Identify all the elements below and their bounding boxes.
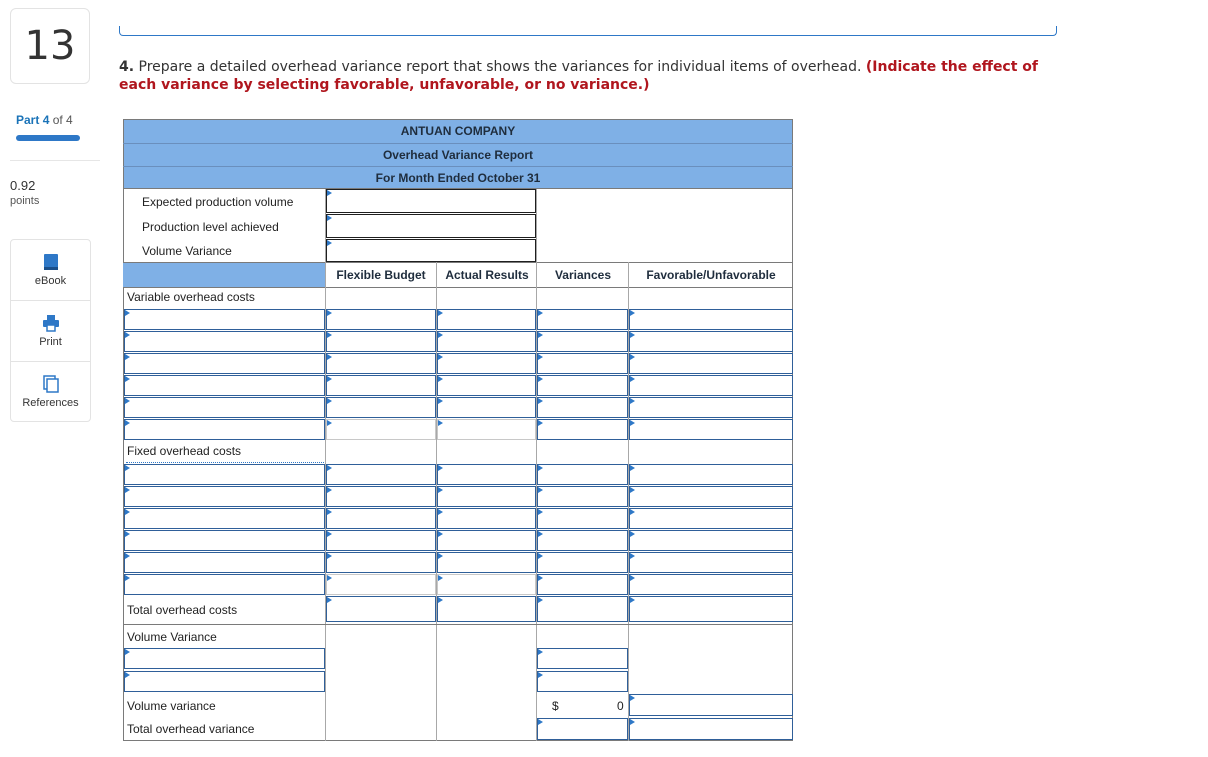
actual-results-input[interactable]	[437, 574, 536, 595]
references-button[interactable]	[11, 362, 90, 422]
input-marker	[125, 310, 130, 316]
total-variance-fav-unfav-input[interactable]	[629, 718, 793, 740]
input-marker	[327, 190, 332, 196]
input-marker	[125, 531, 130, 537]
input-marker	[538, 310, 543, 316]
input-marker	[538, 531, 543, 537]
input-marker	[438, 531, 443, 537]
actual-results-input[interactable]	[437, 419, 536, 440]
input-marker	[438, 597, 443, 603]
variance-input[interactable]	[537, 419, 628, 440]
input-marker	[438, 575, 443, 581]
fav-unfav-input[interactable]	[629, 486, 793, 507]
variance-input[interactable]	[537, 508, 628, 529]
question-instruction: (Indicate the effect of each variance by selecting favorable, unfavorable, or no variance.)	[119, 59, 1039, 93]
input-marker	[538, 597, 543, 603]
column-fav-unfav: Favorable/Unfavorable	[646, 268, 776, 282]
input-marker	[125, 649, 130, 655]
ebook-label: eBook	[34, 275, 67, 287]
variance-input[interactable]	[537, 464, 628, 485]
variance-input[interactable]	[537, 331, 628, 352]
sidebar-divider	[10, 160, 100, 161]
print-label: Print	[39, 336, 62, 348]
input-marker	[327, 420, 332, 426]
input-marker	[630, 398, 635, 404]
expected-volume-input[interactable]	[326, 189, 536, 213]
input-marker	[327, 354, 332, 360]
input-marker	[125, 575, 130, 581]
input-marker	[538, 354, 543, 360]
input-marker	[538, 465, 543, 471]
actual-results-input[interactable]	[437, 397, 536, 418]
input-marker	[327, 398, 332, 404]
input-marker	[125, 354, 130, 360]
input-marker	[327, 531, 332, 537]
volume-item2-input[interactable]	[124, 671, 325, 692]
fav-unfav-input[interactable]	[629, 552, 793, 573]
flexible-budget-input[interactable]	[326, 530, 436, 551]
column-flexible-budget: Flexible Budget	[336, 268, 426, 282]
input-marker	[630, 332, 635, 338]
input-marker	[327, 310, 332, 316]
printer-icon	[41, 313, 61, 333]
input-marker	[438, 310, 443, 316]
input-marker	[630, 420, 635, 426]
flexible-budget-input[interactable]	[326, 508, 436, 529]
input-marker	[630, 354, 635, 360]
input-marker	[125, 376, 130, 382]
flexible-budget-input[interactable]	[326, 574, 436, 595]
variable-section-label: Variable overhead costs	[127, 290, 255, 304]
input-marker	[438, 420, 443, 426]
input-marker	[125, 398, 130, 404]
achieved-level-input[interactable]	[326, 214, 536, 238]
item-name-input[interactable]	[124, 552, 325, 573]
total-actual-input[interactable]	[437, 596, 536, 622]
total-overhead-label: Total overhead costs	[127, 603, 238, 617]
volume-variance-currency: $	[552, 699, 559, 713]
question-number: 13	[10, 8, 90, 84]
item-name-input[interactable]	[124, 574, 325, 595]
flexible-budget-input[interactable]	[326, 331, 436, 352]
actual-results-input[interactable]	[437, 552, 536, 573]
tools-panel	[10, 239, 91, 422]
input-marker	[125, 553, 130, 559]
input-marker	[538, 398, 543, 404]
input-marker	[630, 509, 635, 515]
variance-input[interactable]	[537, 375, 628, 396]
column-actual-results: Actual Results	[445, 268, 529, 282]
input-marker	[438, 553, 443, 559]
input-marker	[125, 420, 130, 426]
fav-unfav-input[interactable]	[629, 397, 793, 418]
item-name-input[interactable]	[124, 464, 325, 485]
flexible-budget-input[interactable]	[326, 397, 436, 418]
input-marker	[630, 575, 635, 581]
part-total: of 4	[52, 113, 73, 127]
fav-unfav-input[interactable]	[629, 375, 793, 396]
input-marker	[438, 398, 443, 404]
input-marker	[538, 575, 543, 581]
total-fav-unfav-input[interactable]	[629, 596, 793, 622]
book-icon	[41, 252, 61, 272]
actual-results-input[interactable]	[437, 464, 536, 485]
input-marker	[438, 465, 443, 471]
flexible-budget-input[interactable]	[326, 552, 436, 573]
input-marker	[125, 509, 130, 515]
input-marker	[538, 376, 543, 382]
flexible-budget-input[interactable]	[326, 419, 436, 440]
total-variance-label: Total overhead variance	[127, 722, 255, 736]
input-marker	[327, 240, 332, 246]
fav-unfav-input[interactable]	[629, 508, 793, 529]
grid-line	[536, 189, 537, 263]
item-name-input[interactable]	[124, 397, 325, 418]
input-marker	[327, 376, 332, 382]
report-title: Overhead Variance Report	[382, 148, 534, 162]
volume-variance-label: Volume variance	[127, 699, 216, 713]
grid-line	[123, 287, 793, 288]
item-name-input[interactable]	[124, 375, 325, 396]
input-marker	[630, 465, 635, 471]
part-current: 4	[42, 113, 50, 127]
item-name-input[interactable]	[124, 530, 325, 551]
input-marker	[630, 695, 635, 701]
input-marker	[538, 719, 543, 725]
input-marker	[538, 553, 543, 559]
part-indicator	[16, 113, 73, 127]
input-marker	[438, 509, 443, 515]
item-name-input[interactable]	[124, 331, 325, 352]
input-marker	[327, 597, 332, 603]
variance-input[interactable]	[537, 574, 628, 595]
top-volume-variance-label: Volume Variance	[142, 244, 232, 258]
input-marker	[327, 465, 332, 471]
input-marker	[327, 332, 332, 338]
input-marker	[630, 310, 635, 316]
flexible-budget-input[interactable]	[326, 464, 436, 485]
variance-input[interactable]	[537, 353, 628, 374]
volume-variance-units-input[interactable]	[326, 239, 536, 262]
actual-results-input[interactable]	[437, 309, 536, 330]
volume-item-input[interactable]	[124, 648, 325, 669]
part-prefix: Part	[16, 113, 40, 127]
header-divider	[123, 166, 793, 167]
input-marker	[438, 332, 443, 338]
input-marker	[538, 420, 543, 426]
input-marker	[630, 376, 635, 382]
achieved-level-label: Production level achieved	[142, 220, 279, 234]
item-name-input[interactable]	[124, 508, 325, 529]
fav-unfav-input[interactable]	[629, 419, 793, 440]
input-marker	[538, 509, 543, 515]
input-marker	[438, 376, 443, 382]
actual-results-input[interactable]	[437, 486, 536, 507]
volume-item2-variance-input[interactable]	[537, 671, 628, 692]
question-part-number: 4.	[119, 59, 135, 75]
total-variance-amount-input[interactable]	[537, 718, 628, 740]
overhead-variance-report	[123, 119, 793, 741]
fav-unfav-input[interactable]	[629, 331, 793, 352]
input-marker	[630, 531, 635, 537]
input-marker	[327, 509, 332, 515]
input-marker	[630, 597, 635, 603]
question-text	[119, 58, 1079, 94]
input-marker	[125, 487, 130, 493]
input-marker	[125, 465, 130, 471]
expected-volume-label: Expected production volume	[142, 195, 294, 209]
item-name-input[interactable]	[124, 486, 325, 507]
fav-unfav-input[interactable]	[629, 530, 793, 551]
input-marker	[125, 332, 130, 338]
fav-unfav-input[interactable]	[629, 353, 793, 374]
item-name-input[interactable]	[124, 309, 325, 330]
part-progress-bar	[16, 135, 80, 141]
references-label: References	[22, 397, 79, 409]
item-name-input[interactable]	[124, 353, 325, 374]
column-header-blank	[123, 262, 325, 287]
volume-variance-value: 0	[617, 699, 624, 713]
actual-results-input[interactable]	[437, 375, 536, 396]
variance-input[interactable]	[537, 552, 628, 573]
flexible-budget-input[interactable]	[326, 353, 436, 374]
fav-unfav-input[interactable]	[629, 309, 793, 330]
input-marker	[630, 553, 635, 559]
grid-line	[123, 262, 793, 263]
input-marker	[630, 719, 635, 725]
input-marker	[630, 487, 635, 493]
grid-line	[123, 624, 793, 625]
actual-results-input[interactable]	[437, 353, 536, 374]
fav-unfav-input[interactable]	[629, 464, 793, 485]
variance-input[interactable]	[537, 486, 628, 507]
variance-input[interactable]	[537, 397, 628, 418]
points-value: 0.92	[10, 178, 36, 193]
volume-variance-fav-unfav-input[interactable]	[629, 694, 793, 716]
input-marker	[125, 672, 130, 678]
grid-line	[325, 189, 326, 263]
actual-results-input[interactable]	[437, 331, 536, 352]
variance-input[interactable]	[537, 530, 628, 551]
input-marker	[538, 332, 543, 338]
actual-results-input[interactable]	[437, 508, 536, 529]
fixed-section-label: Fixed overhead costs	[127, 444, 242, 458]
ebook-button[interactable]	[11, 240, 90, 300]
company-name: ANTUAN COMPANY	[400, 124, 516, 138]
input-marker	[327, 215, 332, 221]
actual-results-input[interactable]	[437, 530, 536, 551]
total-flexible-input[interactable]	[326, 596, 436, 622]
column-variances: Variances	[554, 268, 612, 282]
total-variance-input[interactable]	[537, 596, 628, 622]
print-button[interactable]	[11, 301, 90, 361]
question-body: Prepare a detailed overhead variance report that shows the variances for individual items of overhead.	[134, 59, 866, 75]
input-marker	[327, 575, 332, 581]
item-name-input[interactable]	[124, 419, 325, 440]
input-marker	[538, 649, 543, 655]
flexible-budget-input[interactable]	[326, 375, 436, 396]
input-marker	[327, 487, 332, 493]
flexible-budget-input[interactable]	[326, 486, 436, 507]
volume-item-variance-input[interactable]	[537, 648, 628, 669]
input-marker	[538, 672, 543, 678]
header-divider	[123, 143, 793, 144]
variance-input[interactable]	[537, 309, 628, 330]
volume-section-label: Volume Variance	[127, 630, 217, 644]
points-label: points	[10, 195, 40, 207]
answer-bracket	[119, 26, 1057, 36]
flexible-budget-input[interactable]	[326, 309, 436, 330]
references-icon	[41, 374, 61, 394]
input-marker	[538, 487, 543, 493]
report-period: For Month Ended October 31	[375, 171, 541, 185]
input-marker	[438, 354, 443, 360]
input-marker	[327, 553, 332, 559]
input-marker	[438, 487, 443, 493]
fav-unfav-input[interactable]	[629, 574, 793, 595]
